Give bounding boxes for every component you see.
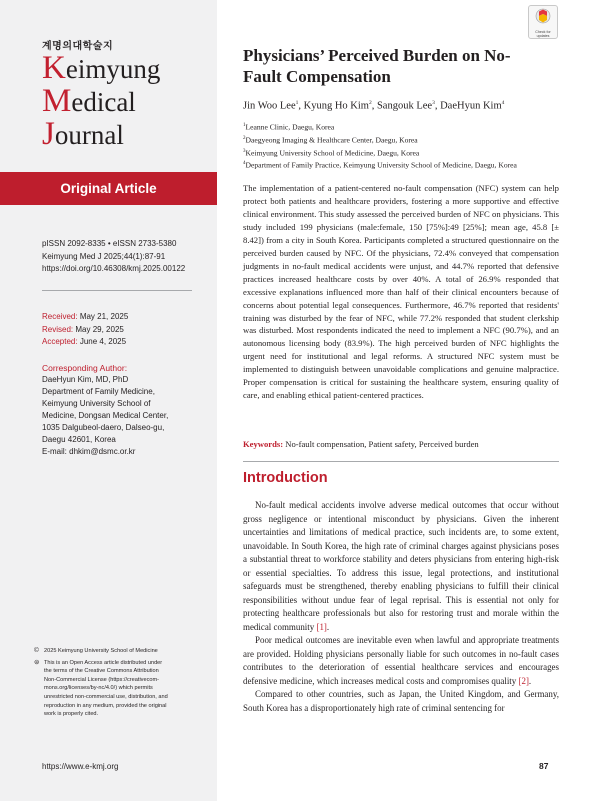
abstract-divider <box>243 461 559 462</box>
received-date <box>42 311 202 324</box>
journal-website-link[interactable]: https://www.e-kmj.org <box>42 762 119 771</box>
affiliation-sup: 3 <box>243 148 246 154</box>
corresponding-line: Medicine, Dongsan Medical Center, <box>42 411 169 420</box>
author-name: DaeHyun Kim <box>440 100 502 112</box>
journal-title-line-2 <box>42 85 160 118</box>
author-name: Kyung Ho Kim <box>303 100 369 112</box>
crossmark-icon <box>535 8 551 24</box>
body-paragraph <box>243 499 559 634</box>
affiliation <box>243 120 517 133</box>
journal-title-line-1 <box>42 52 160 85</box>
journal-initial-m: M <box>42 83 72 119</box>
revised-label: Revised: <box>42 324 74 334</box>
copyright-text: 2025 Keimyung University School of Medicine <box>44 648 158 654</box>
author-affiliation-sup: 4 <box>501 100 505 106</box>
license-line: the terms of the Creative Commons Attribution <box>44 668 159 675</box>
affiliation-list <box>243 120 517 171</box>
article-type-banner: Original Article <box>0 172 217 205</box>
body-paragraph <box>243 688 559 715</box>
author-name: Sangouk Lee <box>376 100 433 112</box>
introduction-body <box>243 499 559 715</box>
received-value: May 21, 2025 <box>79 312 129 321</box>
accepted-date <box>42 336 202 349</box>
affiliation-text: Daegyeong Imaging & Healthcare Center, Daegu, Korea <box>245 135 418 145</box>
journal-title <box>42 52 160 151</box>
sidebar-divider <box>42 290 192 291</box>
affiliation-text: Keimyung University School of Medicine, Daegu, Korea <box>245 148 420 158</box>
journal-word-rest: ournal <box>54 120 124 150</box>
journal-sidebar <box>0 0 217 801</box>
affiliation-sup: 1 <box>243 123 246 128</box>
journal-word-rest: edical <box>71 87 136 117</box>
journal-korean-name: 계명의대학술지 <box>42 41 114 52</box>
keywords-text: No-fault compensation, Patient safety, Perceived burden <box>285 439 479 449</box>
author-affiliation-sup: 3 <box>432 100 435 106</box>
received-label: Received: <box>42 312 78 321</box>
paragraph-text: Compared to other countries, such as Japan, the United Kingdom, and Germany, South Korea has a disproportionately high rate of criminal sentencing for <box>243 689 559 713</box>
paragraph-end: . <box>326 621 330 632</box>
journal-initial-k: K <box>42 50 66 86</box>
introduction-heading: Introduction <box>243 470 328 486</box>
corresponding-line: Keimyung University School of <box>42 399 151 408</box>
license-block <box>34 659 204 719</box>
cc-license-icon: ⊜ <box>34 658 40 666</box>
author-affiliation-sup: 2 <box>368 100 372 106</box>
affiliation <box>243 158 517 171</box>
journal-initial-j: J <box>42 116 55 152</box>
body-paragraph <box>243 634 559 688</box>
article-title: Physicians’ Perceived Burden on No-Fault Compensation <box>243 46 511 86</box>
journal-word-rest: eimyung <box>65 54 161 84</box>
paragraph-end: . <box>528 675 532 686</box>
license-line: work is properly cited. <box>44 711 99 718</box>
paragraph-text: No-fault medical accidents involve adverse medical outcomes that occur without gross negligence or intentional misconduct by physicians. Given the inherent uncertainties and limitations of medical practice, such incidents are, to some extent, unavoidable. In South Korea, the high rate of criminal charges against physicians poses a substantial threat to workforce stability and deters physicians from entering high-risk or essential specialties. To address this issue, legal protections, and institutional safeguards must be strengthened, thereby enabling physicians to fulfill their clinical responsibilities without undue fear of legal reprisal. This is essential not only for protecting healthcare professionals but also for restoring trust and morale within the medical community <box>243 500 559 632</box>
corresponding-line: 1035 Dalgubeol-daero, Dalseo-gu, <box>42 423 165 432</box>
doi-link[interactable]: https://doi.org/10.46308/kmj.2025.00122 <box>42 264 186 273</box>
license-line: This is an Open Access article distributed under <box>44 659 163 666</box>
revised-date <box>42 324 202 337</box>
page-number: 87 <box>539 761 549 771</box>
corresponding-line: Daegu 42601, Korea <box>42 435 116 444</box>
citation-link[interactable]: [1] <box>316 621 327 632</box>
accepted-value: June 4, 2025 <box>79 337 127 346</box>
affiliation <box>243 133 517 146</box>
issn: pISSN 2092-8335 • eISSN 2733-5380 <box>42 239 177 248</box>
corresponding-author-heading: Corresponding Author: <box>42 363 128 373</box>
license-line: unrestricted non-commercial use, distribution, and <box>44 693 168 700</box>
copyright-license <box>34 647 204 719</box>
check-for-updates-badge[interactable] <box>528 5 558 39</box>
corresponding-email[interactable]: E-mail: dhkim@dsmc.or.kr <box>42 447 136 456</box>
author-name: Jin Woo Lee <box>243 100 296 112</box>
author-list: Jin Woo Lee$^1$, Kyung Ho Kim$^2$, Sangouk Lee$^3$, DaeHyun Kim$^4$ <box>243 100 505 112</box>
paragraph-text: Poor medical outcomes are inevitable even when lawful and appropriate treatments are provided. Holding physicians personally liable for such outcomes in no-fault cases contributes to the deterioration of essential healthcare services and encourages defensive medicine, which increases medical costs and compromises quality <box>243 635 559 686</box>
keywords-label: Keywords: <box>243 439 284 449</box>
accepted-label: Accepted: <box>42 337 78 346</box>
license-line: reproduction in any medium, provided the original <box>44 702 167 709</box>
license-line: mons.org/licenses/by-nc/4.0/) which permits <box>44 685 153 692</box>
author-affiliation-sup: 1 <box>295 100 299 106</box>
revised-value: May 29, 2025 <box>75 324 124 334</box>
affiliation-text: Leanne Clinic, Daegu, Korea <box>245 122 335 132</box>
publication-info <box>42 238 202 276</box>
corresponding-line: Department of Family Medicine, <box>42 387 155 396</box>
corresponding-author <box>42 362 202 458</box>
keywords <box>243 438 559 450</box>
article-dates <box>42 311 202 349</box>
affiliation <box>243 146 517 159</box>
license-line: Non-Commercial License (https://creativecom- <box>44 676 160 683</box>
copyright-line <box>34 647 204 656</box>
corresponding-line: DaeHyun Kim, MD, PhD <box>42 375 129 384</box>
affiliation-text: Department of Family Practice, Keimyung University School of Medicine, Daegu, Korea <box>245 161 517 171</box>
affiliation-sup: 2 <box>243 135 246 141</box>
journal-title-line-3 <box>42 118 160 151</box>
affiliation-sup: 4 <box>243 161 246 167</box>
citation-link[interactable]: [2] <box>518 675 529 686</box>
copyright-icon: © <box>34 647 39 654</box>
check-for-updates-label: Check for updates <box>535 30 551 39</box>
abstract: The implementation of a patient-centered no-fault compensation (NFC) system can help protect both patients and healthcare providers, fostering a more supportive and effective clinical environment. This study assessed the perceived burden of NFC on physicians. This study included 199 physicians (male:female, 150 [75%]:49 [25%]; mean age, 45.8 [± 8.42]) from a city in South Korea. Participants completed a structured questionnaire on the perceived burden caused by NFC. Of the physicians, 72.4% conveyed that compensation judgments in no-fault medical accidents were unjust, and 44.7% reported that defensive practices increased healthcare costs by over 40%. A total of 26.9% responded that excessive explanations influenced more than half of their clinical encounters because of concerns about potential legal consequences. Furthermore, 46.7% reported that residents' training was disturbed by the fear of NFC, while 77.2% responded that student clerkship was disturbed. Most respondents indicated the need to implement a NFC (90.7%), and an autonomous licensing body (83.9%). The high perceived burden of NFC highlights the urgent need for institutional and legal reforms. A structured NFC system must be implemented to distinguish between unavoidable complications and genuine malpractice. Proper compensation is critical for sustaining the healthcare system, ensuring quality of care, and enabling ethical patient-centered practices. <box>243 183 559 401</box>
citation: Keimyung Med J 2025;44(1):87-91 <box>42 251 166 261</box>
